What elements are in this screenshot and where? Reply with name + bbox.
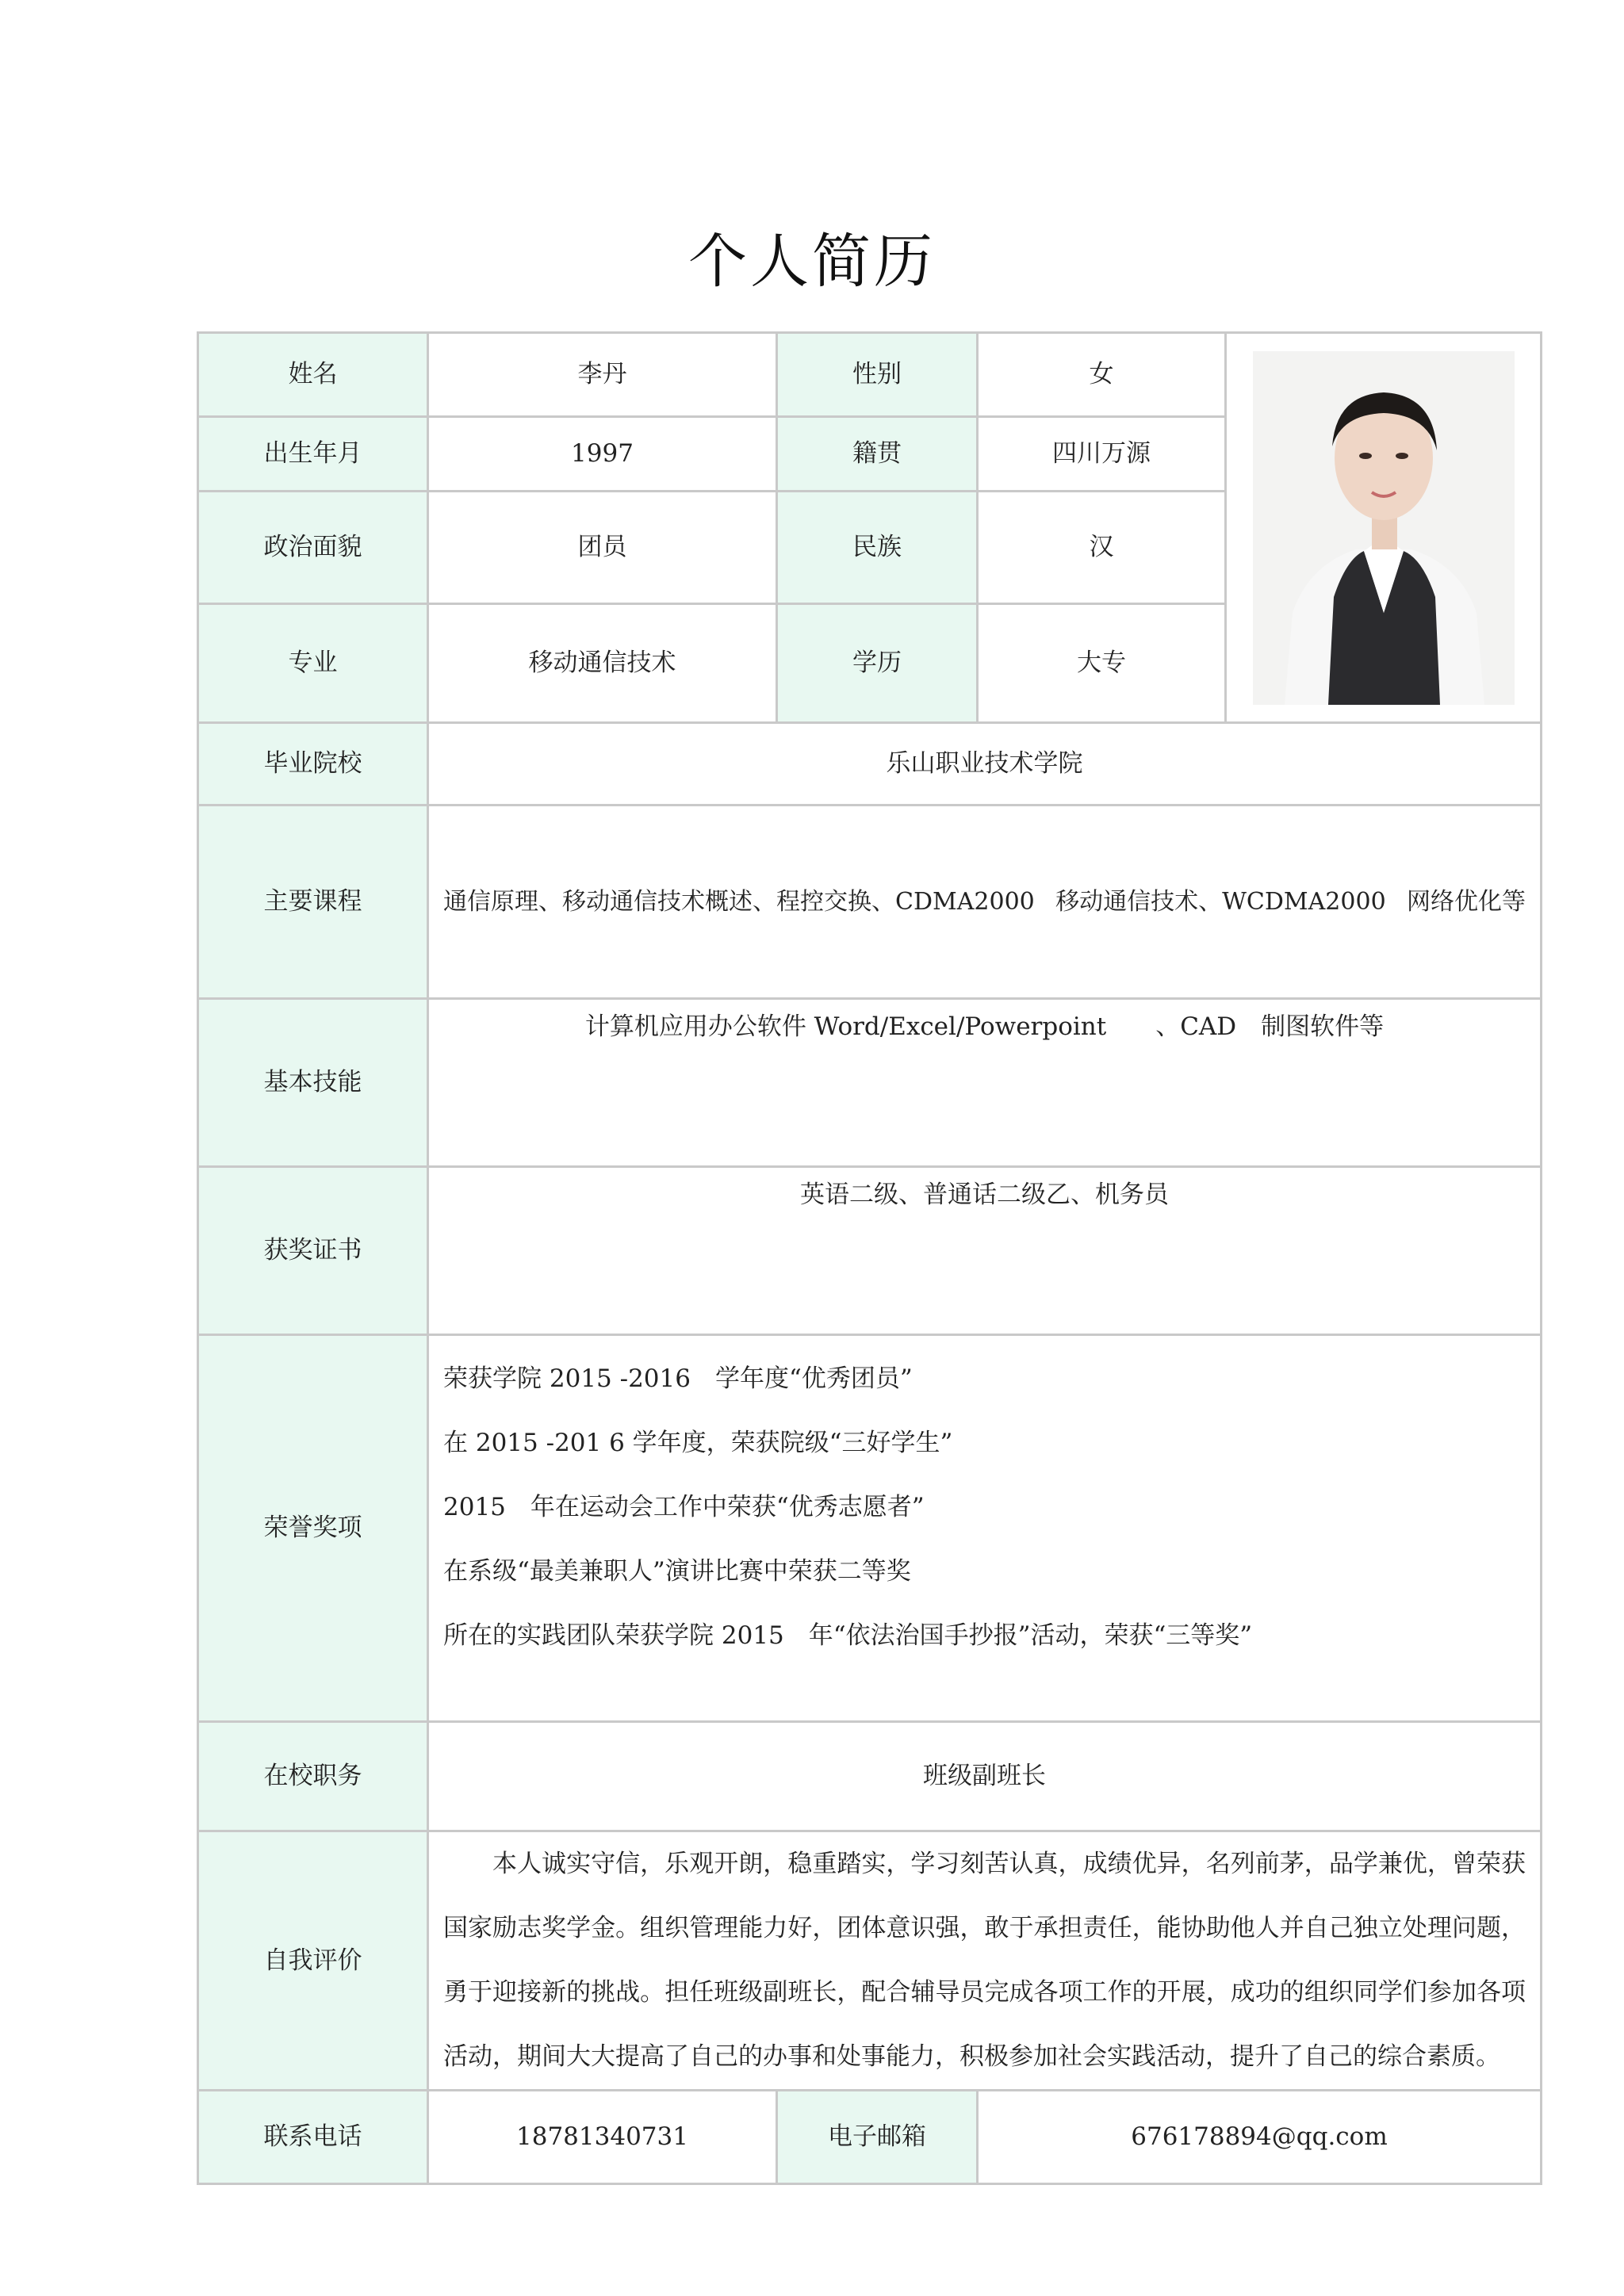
honor-item: 荣获学院 2015 -2016 学年度“优秀团员” [443, 1364, 913, 1393]
honor-item: 在系级“最美兼职人”演讲比赛中荣获二等奖 [443, 1557, 911, 1586]
portrait-photo [1253, 351, 1515, 705]
honors-cell [428, 1335, 1542, 1722]
skills-label: 基本技能 [198, 999, 428, 1167]
honor-item: 所在的实践团队荣获学院 2015 年“依法治国手抄报”活动，荣获“三等奖” [443, 1621, 1253, 1650]
school-value: 乐山职业技术学院 [428, 723, 1542, 806]
certificates-value: 英语二级、普通话二级乙、机务员 [428, 1167, 1542, 1335]
self-evaluation-cell [428, 1831, 1542, 2091]
resume-title: 个人简历 [688, 228, 936, 296]
major-label: 专业 [198, 604, 428, 723]
email-label: 电子邮箱 [777, 2091, 978, 2184]
phone-label: 联系电话 [198, 2091, 428, 2184]
gender-value: 女 [978, 333, 1226, 417]
ethnic-value: 汉 [978, 492, 1226, 604]
birth-value: 1997 [428, 417, 777, 492]
skills-value: 计算机应用办公软件 Word/Excel/Powerpoint 、CAD 制图软件等 [428, 999, 1542, 1167]
honor-item: 在 2015 -201 6 学年度，荣获院级“三好学生” [443, 1429, 953, 1457]
certificates-label: 获奖证书 [198, 1167, 428, 1335]
politics-label: 政治面貌 [198, 492, 428, 604]
course-item: 移动通信技术、WCDMA2000 [1055, 888, 1386, 916]
photo-cell [1226, 333, 1542, 723]
courses-label: 主要课程 [198, 806, 428, 999]
course-item: 网络优化等 [1406, 888, 1526, 916]
phone-value: 18781340731 [428, 2091, 777, 2184]
self-evaluation-text: 本人诚实守信，乐观开朗，稳重踏实，学习刻苦认真，成绩优异，名列前茅，品学兼优，曾荣获国家励志奖学金。组织管理能力好，团体意识强，敢于承担责任，能协助他人并自己独立处理问题，勇于迎接新的挑战。担任班级副班长，配合辅导员完成各项工作的开展，成功的组织同学们参加各项活动，期间大大提高了自己的办事和处事能力，积极参加社会实践活动，提升了自己的综合素质。 [443, 1850, 1526, 2071]
resume-table [197, 331, 1542, 2185]
major-value: 移动通信技术 [428, 604, 777, 723]
gender-label: 性别 [777, 333, 978, 417]
honor-item: 2015 年在运动会工作中荣获“优秀志愿者” [443, 1493, 925, 1521]
birth-label: 出生年月 [198, 417, 428, 492]
ethnic-label: 民族 [777, 492, 978, 604]
honors-label: 荣誉奖项 [198, 1335, 428, 1722]
self-evaluation-label: 自我评价 [198, 1831, 428, 2091]
position-label: 在校职务 [198, 1722, 428, 1831]
courses-cell [428, 806, 1542, 999]
school-label: 毕业院校 [198, 723, 428, 806]
education-value: 大专 [978, 604, 1226, 723]
name-label: 姓名 [198, 333, 428, 417]
position-value: 班级副班长 [428, 1722, 1542, 1831]
courses-line [443, 886, 1526, 917]
education-label: 学历 [777, 604, 978, 723]
name-value: 李丹 [428, 333, 777, 417]
native-place-value: 四川万源 [978, 417, 1226, 492]
email-value: 676178894@qq.com [978, 2091, 1542, 2184]
course-item: 通信原理、移动通信技术概述、程控交换、CDMA2000 [443, 888, 1035, 916]
native-place-label: 籍贯 [777, 417, 978, 492]
politics-value: 团员 [428, 492, 777, 604]
